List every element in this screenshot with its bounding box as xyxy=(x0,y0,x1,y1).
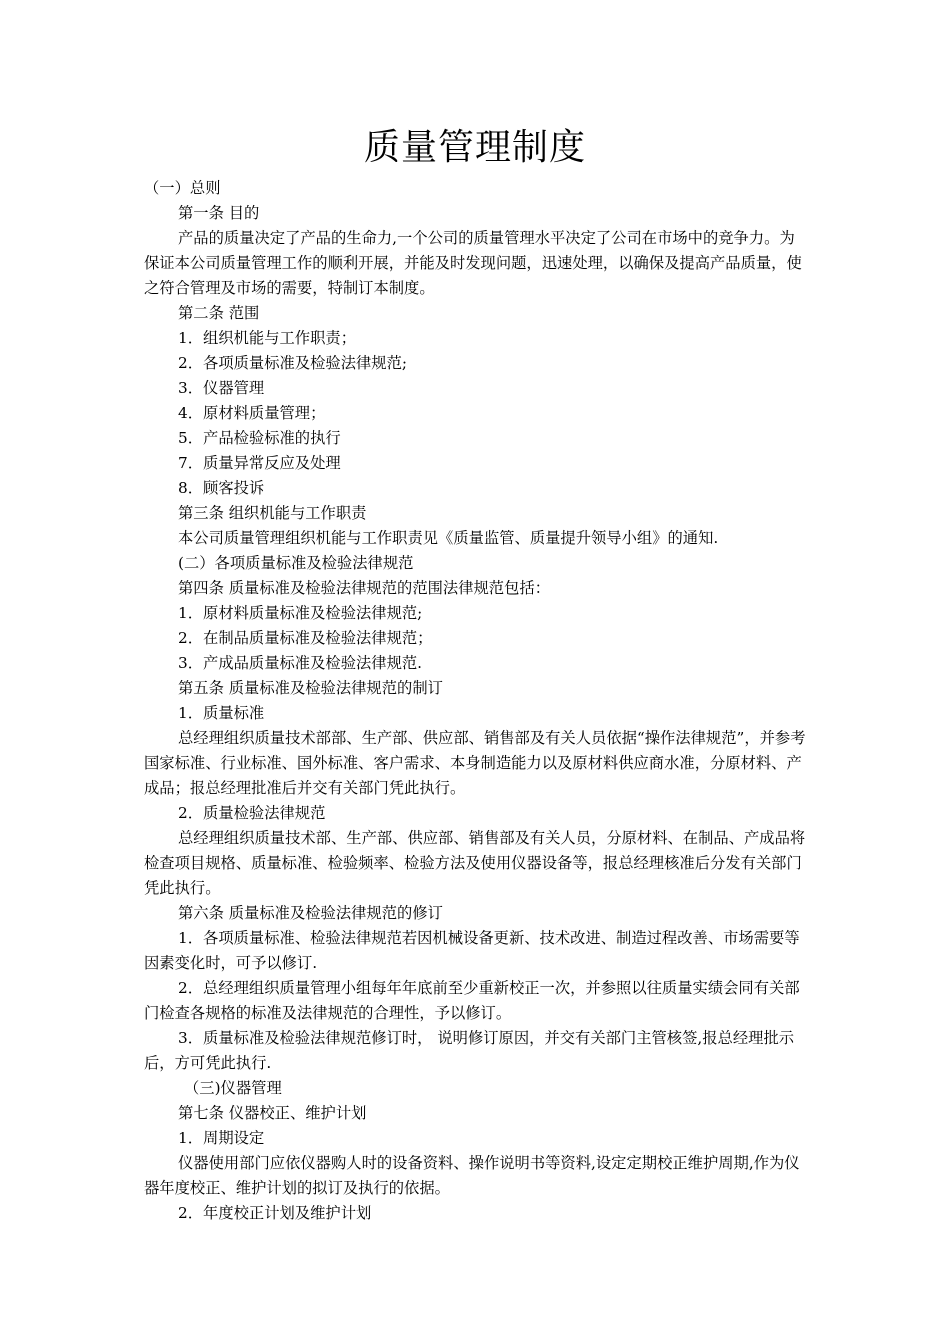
paragraph: 第六条 质量标准及检验法律规范的修订 xyxy=(178,904,443,922)
paragraph: 3．质量标准及检验法律规范修订时， 说明修订原因，并交有关部门主管核签,报总经理批示后，方可凭此执行. xyxy=(144,1029,795,1072)
document-body xyxy=(144,176,808,1226)
paragraph: 第二条 范围 xyxy=(178,304,260,322)
paragraph: 4．原材料质量管理； xyxy=(178,404,326,422)
paragraph: 总经理组织质量技术部部、生产部、供应部、销售部及有关人员依据“操作法律规范”，并参考国家标准、行业标准、国外标准、客户需求、本身制造能力以及原材料供应商水准，分原材料、产成品；报总经理批准后并交有关部门凭此执行。 xyxy=(144,729,806,797)
document-title: 质量管理制度 xyxy=(363,127,586,168)
paragraph: 1．原材料质量标准及检验法律规范; xyxy=(178,604,423,622)
paragraph: 3．仪器管理 xyxy=(178,379,265,397)
paragraph: 第四条 质量标准及检验法律规范的范围法律规范包括： xyxy=(178,579,550,597)
paragraph: 总经理组织质量技术部、生产部、供应部、销售部及有关人员，分原材料、在制品、产成品将检查项目规格、质量标准、检验频率、检验方法及使用仪器设备等，报总经理核准后分发有关部门凭此执行。 xyxy=(144,829,806,897)
paragraph: 第三条 组织机能与工作职责 xyxy=(178,504,367,522)
paragraph: 3．产成品质量标准及检验法律规范. xyxy=(178,654,423,672)
paragraph: 2．年度校正计划及维护计划 xyxy=(178,1204,372,1222)
paragraph: 2．总经理组织质量管理小组每年年底前至少重新校正一次，并参照以往质量实绩会同有关部门检查各规格的标准及法律规范的合理性，予以修订。 xyxy=(144,979,800,1022)
paragraph: 本公司质量管理组织机能与工作职责见《质量监管、质量提升领导小组》的通知. xyxy=(178,529,719,547)
paragraph: 7．质量异常反应及处理 xyxy=(178,454,341,472)
paragraph: 仪器使用部门应依仪器购人时的设备资料、操作说明书等资料,设定定期校正维护周期,作为仪器年度校正、维护计划的拟订及执行的依据。 xyxy=(144,1154,800,1197)
paragraph: 2．质量检验法律规范 xyxy=(178,804,326,822)
paragraph: 第一条 目的 xyxy=(178,204,260,222)
paragraph: 第七条 仪器校正、维护计划 xyxy=(178,1104,367,1122)
paragraph: 1．组织机能与工作职责； xyxy=(178,329,356,347)
paragraph: 1．质量标准 xyxy=(178,704,265,722)
paragraph: 2．各项质量标准及检验法律规范; xyxy=(178,354,408,372)
paragraph: 2．在制品质量标准及检验法律规范； xyxy=(178,629,433,647)
paragraph: 8．顾客投诉 xyxy=(178,479,265,497)
paragraph: 第五条 质量标准及检验法律规范的制订 xyxy=(178,679,443,697)
paragraph: 1．周期设定 xyxy=(178,1129,265,1147)
paragraph: 产品的质量决定了产品的生命力,一个公司的质量管理水平决定了公司在市场中的竞争力。为保证本公司质量管理工作的顺利开展，并能及时发现问题，迅速处理，以确保及提高产品质量，使之符合管理及市场的需要，特制订本制度。 xyxy=(144,229,802,297)
paragraph: （一）总则 xyxy=(144,179,221,197)
paragraph: (二）各项质量标准及检验法律规范 xyxy=(178,554,414,572)
paragraph: 1．各项质量标准、检验法律规范若因机械设备更新、技术改进、制造过程改善、市场需要等因素变化时，可予以修订. xyxy=(144,929,800,972)
paragraph: （三)仪器管理 xyxy=(184,1079,282,1097)
paragraph: 5．产品检验标准的执行 xyxy=(178,429,341,447)
